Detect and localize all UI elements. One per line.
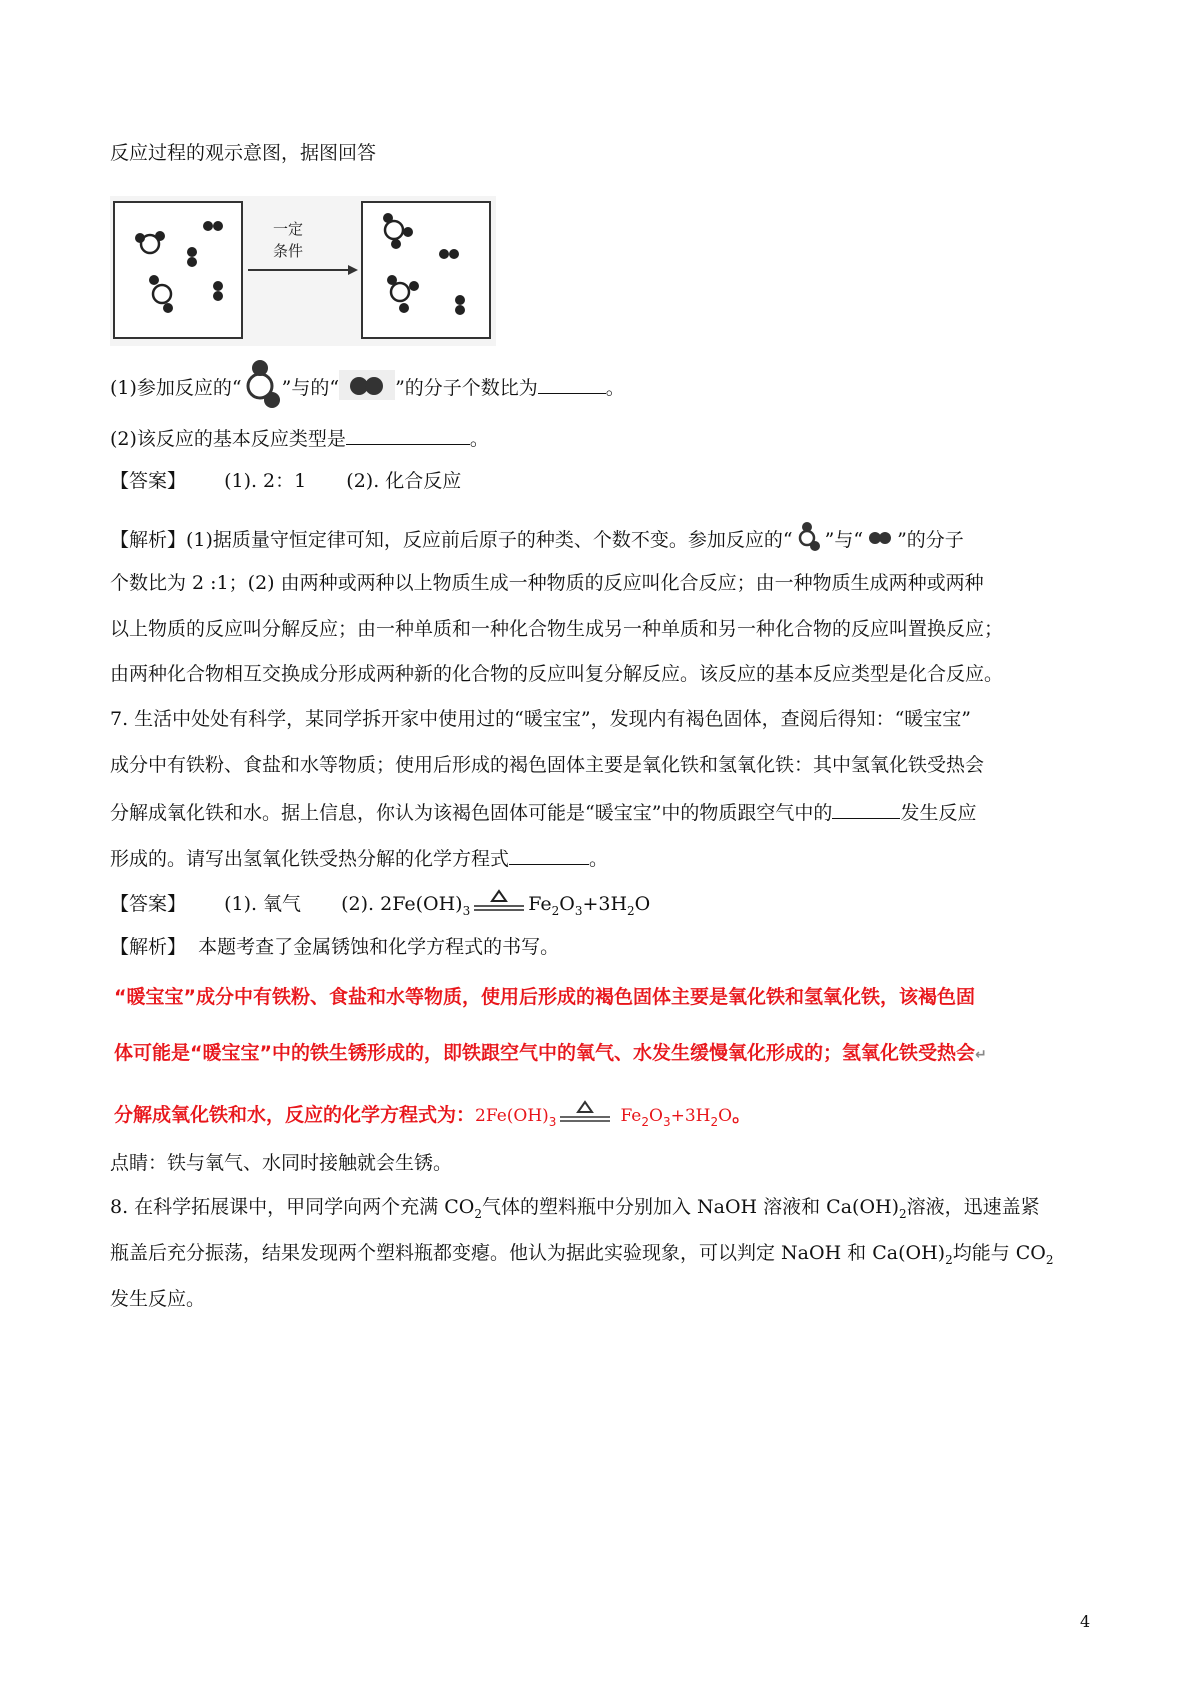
analysis-6-line-3: 以上物质的反应叫分解反应；由一种单质和一种化合物生成另一种单质和另一种化合物的反应叫置换反应； xyxy=(110,618,1004,640)
question-8-line-3: 发生反应。 xyxy=(110,1288,206,1310)
analysis-6-text-b: ”与“ xyxy=(824,529,864,551)
arrow-label-2: 条件 xyxy=(272,242,304,260)
question-7-line-1: 7. 生活中处处有科学，某同学拆开家中使用过的“暖宝宝”，发现内有褐色固体，查阅后得知：“暖宝宝” xyxy=(110,708,972,730)
red-heat-equals-icon xyxy=(556,1100,614,1126)
answer-7-eq-fe: Fe xyxy=(528,893,552,915)
question-1-line xyxy=(110,356,625,404)
red-eq-sub-3b: 3 xyxy=(662,1114,671,1129)
question-7-line-2: 成分中有铁粉、食盐和水等物质；使用后形成的褐色固体主要是氧化铁和氢氧化铁：其中氢氧化铁受热会 xyxy=(110,754,985,776)
red-note-line-2 xyxy=(114,1040,987,1068)
red-eq-fe: Fe xyxy=(620,1106,642,1126)
red-eq-end: 。 xyxy=(732,1104,752,1126)
answer-6-line xyxy=(110,468,461,494)
answer-7-eq-sub-h2: 2 xyxy=(627,903,635,918)
analysis-6-line-1 xyxy=(110,520,964,554)
q8-line2-a: 瓶盖后充分振荡，结果发现两个塑料瓶都变瘪。他认为据此实验现象，可以判定 NaOH 和 Ca(OH) xyxy=(110,1242,946,1264)
page-number: 4 xyxy=(1080,1612,1091,1631)
question-8-line-2 xyxy=(110,1240,1054,1273)
analysis-6-line-2: 个数比为 2 :1；(2) 由两种或两种以上物质生成一种物质的反应叫化合反应；由一种物质生成两种或两种 xyxy=(110,572,984,594)
q7-line4-text-a: 形成的。请写出氢氧化铁受热分解的化学方程式 xyxy=(110,848,510,870)
diatomic-molecule-icon xyxy=(339,370,395,400)
red-note-line-3-text: 分解成氧化铁和水，反应的化学方程式为： xyxy=(114,1104,476,1126)
answer-7-equation-left: (2). 2Fe(OH) xyxy=(341,893,463,915)
question-2-line xyxy=(110,424,489,452)
red-note-line-1: “暖宝宝”成分中有铁粉、食盐和水等物质，使用后形成的褐色固体主要是氧化铁和氢氧化铁，该褐色固 xyxy=(114,986,975,1008)
answer-7-label: 【答案】 xyxy=(110,893,187,915)
q7-line3-text-b: 发生反应 xyxy=(900,802,977,824)
q8-line1-c: 气体的塑料瓶中分别加入 NaOH 溶液和 Ca(OH) xyxy=(481,1196,900,1218)
question-8-line-1 xyxy=(110,1194,1040,1227)
red-eq-o2: O xyxy=(718,1106,733,1126)
red-eq-o: O xyxy=(649,1106,663,1126)
q2-text-a: (2)该反应的基本反应类型是 xyxy=(110,428,346,450)
red-note-line-2-text: 体可能是“暖宝宝”中的铁生锈形成的，即铁跟空气中的氧气、水发生缓慢氧化形成的；氢氧化铁受热会 xyxy=(114,1042,975,1064)
red-note-line-3 xyxy=(114,1100,751,1135)
q8-line2-c: 均能与 CO xyxy=(952,1242,1046,1264)
q1-text-d: 。 xyxy=(605,377,625,399)
answer-7-eq-3h: +3H xyxy=(582,893,628,915)
diatomic-molecule-small-icon xyxy=(863,528,897,548)
triatomic-molecule-small-icon xyxy=(793,520,825,554)
q8-line1-sub-2: 2 xyxy=(899,1206,907,1221)
answer-7-part-1: (1). 氧气 xyxy=(224,893,302,915)
triatomic-molecule-icon xyxy=(242,356,282,412)
q8-line2-sub-1: 2 xyxy=(945,1252,953,1267)
q2-text-b: 。 xyxy=(469,428,489,450)
reaction-diagram xyxy=(110,196,496,346)
q8-line1-sub-1: 2 xyxy=(474,1206,482,1221)
red-eq-sub-2: 2 xyxy=(641,1114,650,1129)
analysis-6-line-4: 由两种化合物相互交换成分形成两种新的化合物的反应叫复分解反应。该反应的基本反应类型是化合反应。 xyxy=(110,663,1004,685)
analysis-label: 【解析】 xyxy=(110,529,187,551)
answer-6-part-2: (2). 化合反应 xyxy=(346,470,462,492)
analysis-7-line xyxy=(110,934,559,960)
question-7-line-3 xyxy=(110,798,976,826)
answer-7-eq-o: O xyxy=(559,893,575,915)
q8-line1-a: 8. 在科学拓展课中，甲同学向两个充满 CO xyxy=(110,1196,475,1218)
q1-answer-blank xyxy=(538,373,606,394)
red-eq-3h: +3H xyxy=(670,1106,711,1126)
answer-7-line xyxy=(110,888,650,924)
paragraph-mark-icon: ↵ xyxy=(974,1047,987,1063)
q8-line2-sub-2: 2 xyxy=(1045,1252,1054,1267)
answer-7-subscript: 3 xyxy=(462,903,471,918)
q7-answer-blank-1 xyxy=(832,798,900,819)
reaction-arrowhead xyxy=(348,265,358,275)
q7-line4-text-b: 。 xyxy=(589,848,609,870)
answer-6-part-1: (1). 2：1 xyxy=(224,470,307,492)
red-eq-left: 2Fe(OH) xyxy=(475,1106,549,1126)
intro-line xyxy=(110,140,376,166)
q7-line3-text-a: 分解成氧化铁和水。据上信息，你认为该褐色固体可能是“暖宝宝”中的物质跟空气中的 xyxy=(110,802,833,824)
arrow-label-1: 一定 xyxy=(272,220,304,238)
q1-text-b: ”与的“ xyxy=(281,377,340,399)
answer-7-eq-o2: O xyxy=(634,893,651,915)
heat-equals-icon xyxy=(470,888,528,916)
q2-answer-blank xyxy=(346,424,470,445)
q1-text-a: (1)参加反应的“ xyxy=(110,377,242,399)
red-eq-sub-3: 3 xyxy=(548,1114,557,1129)
q1-text-c: ”的分子个数比为 xyxy=(395,377,538,399)
red-eq-sub-h2: 2 xyxy=(710,1114,719,1129)
reaction-diagram-svg xyxy=(110,196,496,346)
tip-line: 点睛：铁与氧气、水同时接触就会生锈。 xyxy=(110,1152,453,1174)
intro-text: 反应过程的观示意图，据图回答 xyxy=(110,142,377,164)
analysis-6-text-c: ”的分子 xyxy=(897,529,964,551)
analysis-7-label: 【解析】 xyxy=(110,936,187,958)
answer-7-eq-sub-3: 3 xyxy=(574,903,583,918)
analysis-6-text-a: (1)据质量守恒定律可知，反应前后原子的种类、个数不变。参加反应的“ xyxy=(186,529,793,551)
answer-7-eq-sub-2: 2 xyxy=(551,903,560,918)
analysis-7-text: 本题考查了金属锈蚀和化学方程式的书写。 xyxy=(198,936,560,958)
answer-label: 【答案】 xyxy=(110,470,187,492)
question-7-line-4 xyxy=(110,844,608,872)
q7-answer-blank-2 xyxy=(509,844,589,865)
q8-line1-e: 溶液，迅速盖紧 xyxy=(906,1196,1040,1218)
